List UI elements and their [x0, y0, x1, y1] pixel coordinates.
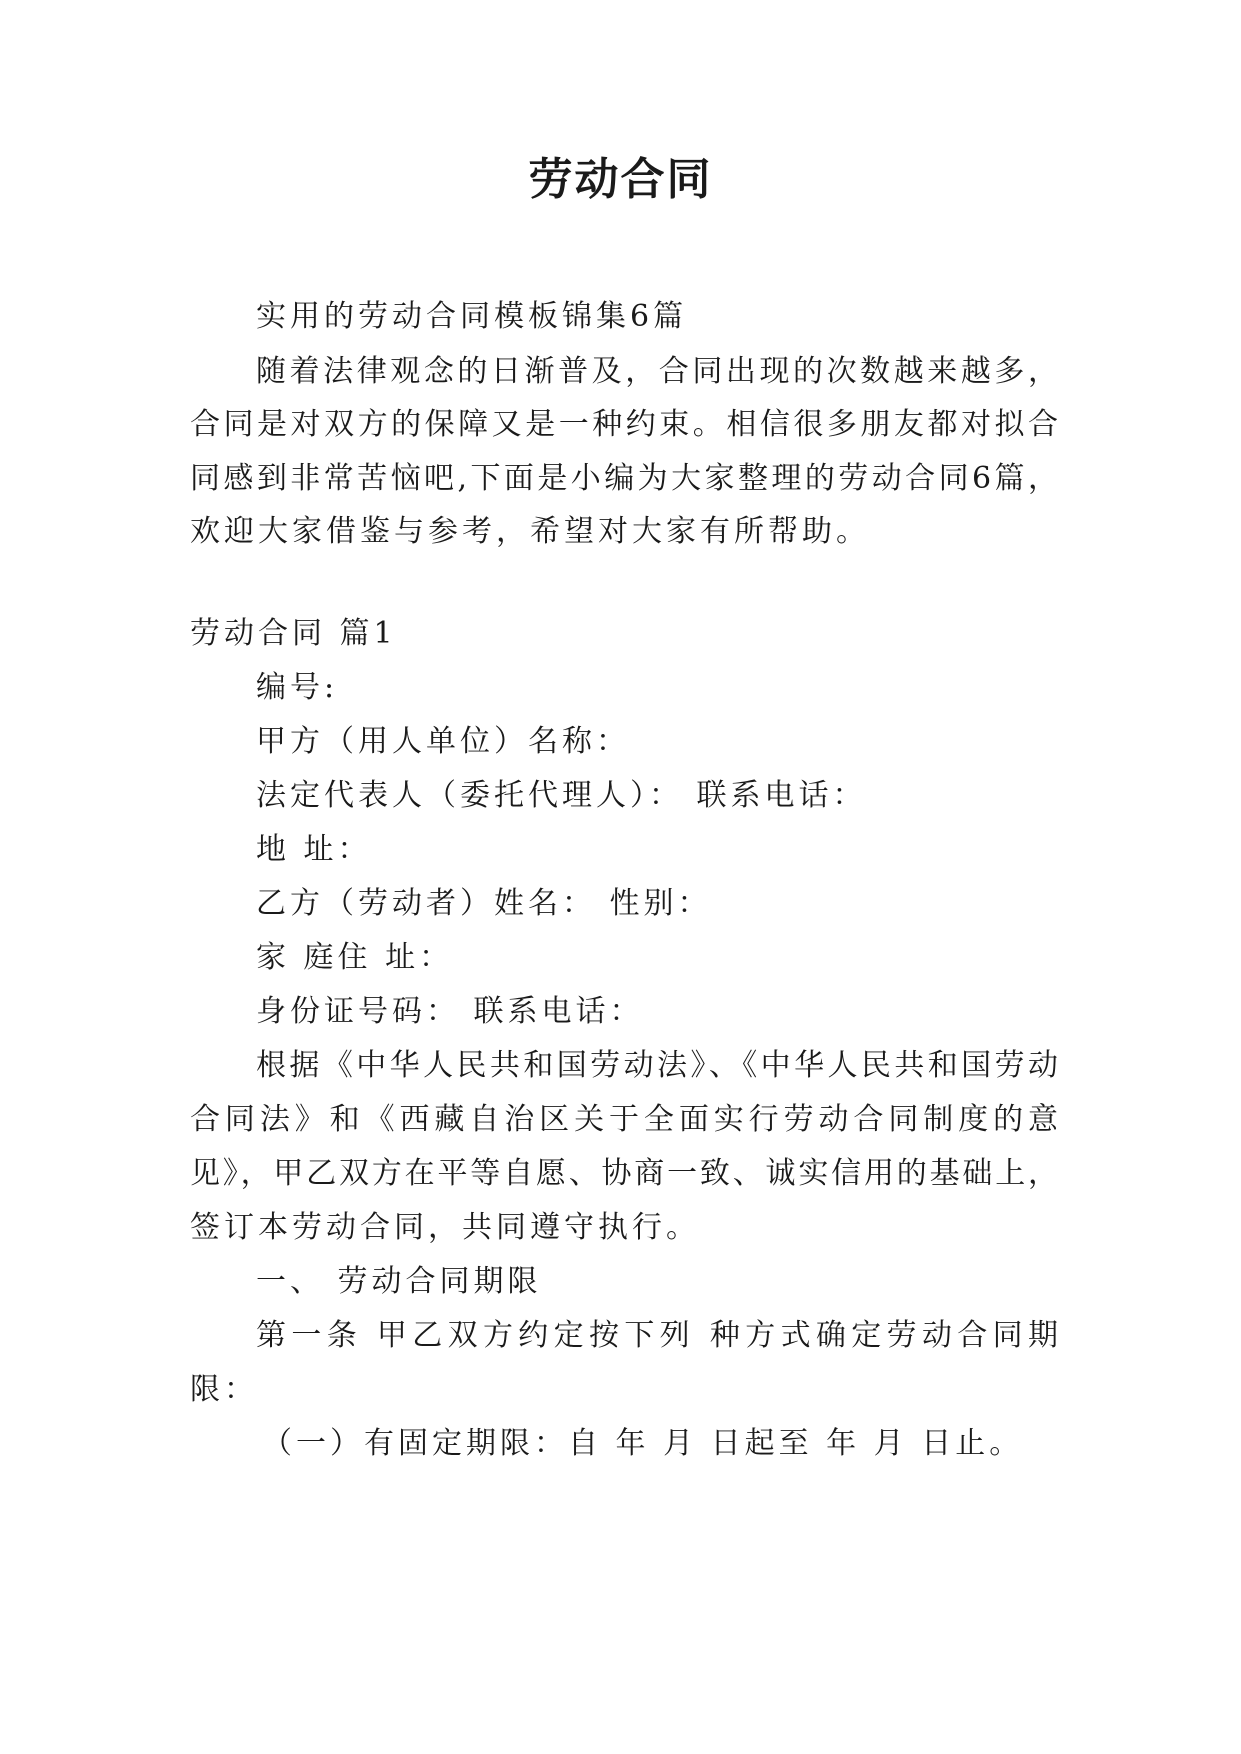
basis-paragraph-line: 见》，甲乙双方在平等自愿、协商一致、诚实信用的基础上， — [190, 1156, 1058, 1191]
document-title: 劳动合同 — [528, 154, 713, 205]
intro-paragraph-line: 合同是对双方的保障又是一种约束。相信很多朋友都对拟合 — [190, 407, 1058, 442]
field-home-address: 家 庭住 址： — [256, 940, 454, 975]
field-employee-name: 乙方（劳动者）姓名： 性别： — [256, 886, 712, 921]
field-number: 编号: — [256, 670, 339, 705]
field-id-number: 身份证号码： 联系电话： — [256, 994, 644, 1029]
term-option-line: （一）有固定期限：自 年 月 日起至 年 月 日止。 — [262, 1426, 1024, 1461]
field-legal-representative: 法定代表人（委托代理人）： 联系电话： — [256, 778, 867, 813]
intro-paragraph-line: 同感到非常苦恼吧,下面是小编为大家整理的劳动合同6篇， — [190, 461, 1058, 496]
field-address: 地 址： — [256, 832, 372, 867]
intro-paragraph-line: 随着法律观念的日渐普及，合同出现的次数越来越多， — [256, 354, 1058, 389]
section-heading: 劳动合同 篇1 — [190, 616, 397, 651]
article-line: 限： — [190, 1372, 258, 1407]
article-line: 第一条 甲乙双方约定按下列 种方式确定劳动合同期 — [256, 1318, 1058, 1353]
subtitle-line: 实用的劳动合同模板锦集6篇 — [256, 299, 688, 334]
basis-paragraph-line: 根据《中华人民共和国劳动法》、《中华人民共和国劳动 — [256, 1048, 1058, 1083]
chapter-heading: 一、 劳动合同期限 — [256, 1264, 542, 1299]
field-employer-name: 甲方（用人单位）名称： — [256, 724, 630, 759]
basis-paragraph-line: 合同法》和《西藏自治区关于全面实行劳动合同制度的意 — [190, 1102, 1058, 1137]
intro-paragraph-line: 欢迎大家借鉴与参考，希望对大家有所帮助。 — [190, 514, 870, 549]
basis-paragraph-line: 签订本劳动合同，共同遵守执行。 — [190, 1210, 700, 1245]
